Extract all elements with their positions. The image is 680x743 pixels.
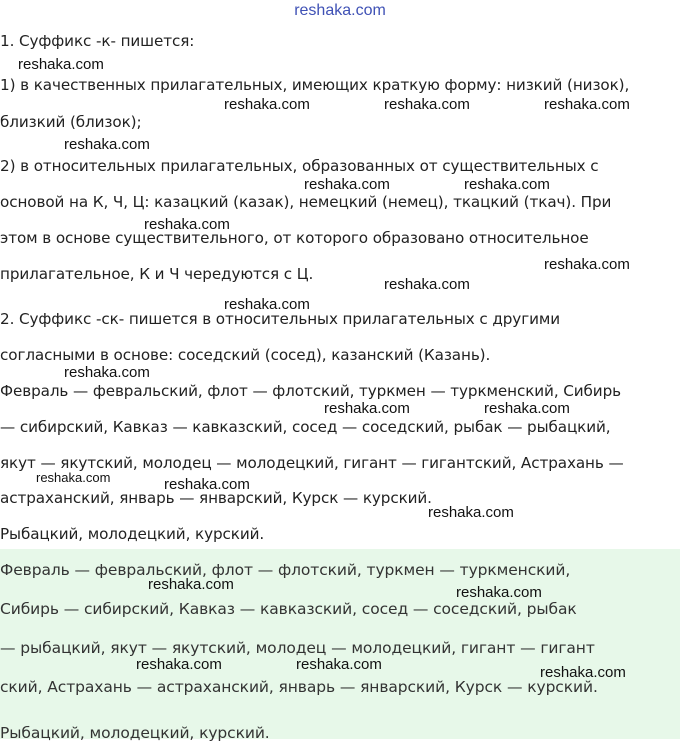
watermark: reshaka.com <box>384 96 470 113</box>
answer-line: Февраль — февральский, флот — флотский, туркмен — туркменский, <box>0 561 571 579</box>
answer-box <box>0 549 680 742</box>
watermark: reshaka.com <box>136 656 222 673</box>
watermark: reshaka.com <box>324 400 410 417</box>
watermark: reshaka.com <box>540 664 626 681</box>
answer-line: — рыбацкий, якут — якутский, молодец — молодецкий, гигант — гигант <box>0 639 595 657</box>
rule-line: 1. Суффикс -к- пишется: <box>0 32 195 50</box>
watermark: reshaka.com <box>224 296 310 313</box>
watermark: reshaka.com <box>144 216 230 233</box>
exercise-line: якут — якутский, молодец — молодецкий, гигант — гигантский, Астрахань — <box>0 454 624 472</box>
answer-line: Рыбацкий, молодецкий, курский. <box>0 724 270 742</box>
watermark: reshaka.com <box>164 476 250 493</box>
watermark: reshaka.com <box>484 400 570 417</box>
watermark: reshaka.com <box>304 176 390 193</box>
watermark: reshaka.com <box>544 96 630 113</box>
watermark: reshaka.com <box>36 470 111 485</box>
answer-line: ский, Астрахань — астраханский, январь — январский, Курск — курский. <box>0 678 598 696</box>
watermark: reshaka.com <box>456 584 542 601</box>
exercise-line: Февраль — февральский, флот — флотский, туркмен — туркменский, Сибирь <box>0 382 621 400</box>
rule-line: основой на К, Ч, Ц: казацкий (казак), немецкий (немец), ткацкий (ткач). При <box>0 193 612 211</box>
watermark: reshaka.com <box>64 136 150 153</box>
watermark: reshaka.com <box>18 56 104 73</box>
watermark: reshaka.com <box>544 256 630 273</box>
rule-line: 2) в относительных прилагательных, образованных от существительных с <box>0 157 599 175</box>
exercise-line: астраханский, январь — январский, Курск — курский. <box>0 489 432 507</box>
rule-line: 1) в качественных прилагательных, имеющих краткую форму: низкий (низок), <box>0 76 630 94</box>
watermark: reshaka.com <box>428 504 514 521</box>
site-link[interactable]: reshaka.com <box>294 2 386 19</box>
rule-line: близкий (близок); <box>0 113 142 131</box>
watermark: reshaka.com <box>148 576 234 593</box>
watermark: reshaka.com <box>296 656 382 673</box>
rule-line: этом в основе существительного, от которого образовано относительное <box>0 229 589 247</box>
watermark: reshaka.com <box>384 276 470 293</box>
rule-line: прилагательное, К и Ч чередуются с Ц. <box>0 265 314 283</box>
watermark: reshaka.com <box>464 176 550 193</box>
rule-line: согласными в основе: соседский (сосед), казанский (Казань). <box>0 346 491 364</box>
watermark: reshaka.com <box>224 96 310 113</box>
exercise-line: Рыбацкий, молодецкий, курский. <box>0 525 265 543</box>
exercise-line: — сибирский, Кавказ — кавказский, сосед — соседский, рыбак — рыбацкий, <box>0 418 611 436</box>
answer-line: Сибирь — сибирский, Кавказ — кавказский, сосед — соседский, рыбак <box>0 600 577 618</box>
watermark: reshaka.com <box>64 364 150 381</box>
rule-line: 2. Суффикс -ск- пишется в относительных прилагательных с другими <box>0 310 560 328</box>
